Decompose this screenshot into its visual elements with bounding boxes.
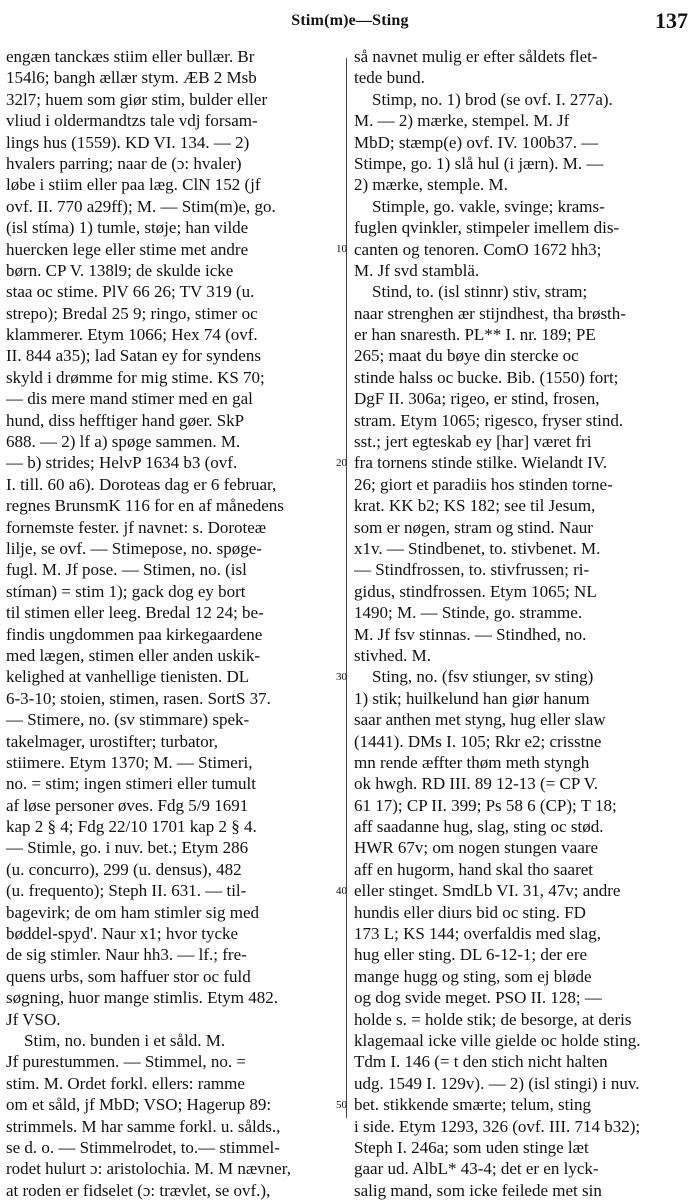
text-line: søgning, huor mange stimlis. Etym 482. [6, 988, 278, 1008]
text-line: Jf purestummen. — Stimmel, no. = [6, 1052, 247, 1072]
line-number: 10 [336, 243, 347, 255]
text-line: ok hwgh. RD III. 89 12-13 (= CP V. [354, 774, 598, 794]
text-line: 61 17); CP II. 399; Ps 58 6 (CP); T 18; [354, 795, 617, 815]
text-line: løbe i stiim eller paa læg. ClN 152 (jf [6, 175, 261, 195]
text-line: findis ungdommen paa kirkegaardene [6, 624, 263, 644]
text-line: 32l7; huem som giør stim, bulder eller [6, 89, 268, 109]
text-line: Stimpe, go. 1) slå hul (i jærn). M. — [354, 153, 604, 173]
page-number: 137 [655, 8, 688, 33]
text-line: så navnet mulig er efter såldets flet- [354, 47, 598, 66]
text-line: 1) stik; huilkelund han giør hanum [354, 688, 590, 708]
text-line: børn. CP V. 138l9; de skulde icke [6, 260, 234, 280]
text-line: — Stimere, no. (sv stimmare) spek- [6, 710, 250, 730]
text-line: no. = stim; ingen stimeri eller tumult [6, 774, 256, 794]
text-line: se d. o. — Stimmelrodet, to.— stimmel- [6, 1137, 280, 1157]
text-line: — Stimle, go. i nuv. bet.; Etym 286 [6, 838, 249, 858]
page-header [0, 8, 700, 38]
text-line: (isl stíma) 1) tumle, støje; han vilde [6, 218, 249, 238]
text-line: kelighed at vanhellige tienisten. DL [6, 667, 250, 687]
text-line: stim. M. Ordet forkl. ellers: ramme [6, 1073, 245, 1093]
text-line: Steph I. 246a; som uden stinge læt [354, 1137, 589, 1157]
text-line: bet. stikkende smærte; telum, sting [354, 1095, 592, 1115]
text-line: Stim, no. bunden i et såld. M. [24, 1030, 226, 1050]
text-line: som er nøgen, stram og stind. Naur [354, 517, 593, 537]
text-line: canten og tenoren. ComO 1672 hh3; [354, 239, 602, 259]
text-line: mange hugg og sting, som ej bløde [354, 966, 592, 986]
text-line: Jf VSO. [6, 1009, 61, 1029]
text-line: med lægen, stimen eller anden uskik- [6, 645, 260, 665]
text-line: — dis mere mand stimer med en gal [6, 389, 253, 409]
text-line: (u. frequento); Steph II. 631. — til- [6, 881, 247, 901]
text-line: 173 L; KS 144; overfaldis med slag, [354, 924, 601, 944]
text-line: 154l6; bangh ællær stym. ÆB 2 Msb [6, 68, 257, 88]
text-line: eller stinget. SmdLb VI. 31, 47v; andre [354, 881, 621, 901]
text-line: gidus, stindfrossen. Etym 1065; NL [354, 581, 597, 601]
text-line: fugl. M. Jf pose. — Stimen, no. (isl [6, 560, 247, 580]
text-line: hund, diss hefftiger hand gøer. SkP [6, 410, 245, 430]
text-line: M. Jf svd stamblä. [354, 260, 480, 280]
text-line: rodet hulurt ɔ: aristolochia. M. M nævner, [6, 1159, 291, 1179]
text-line: — Stindfrossen, to. stivfrussen; ri- [354, 560, 590, 580]
right-column [354, 46, 694, 1201]
text-line: bøddel-spyd'. Naur x1; hvor tycke [6, 924, 239, 944]
text-line: i side. Etym 1293, 326 (ovf. III. 714 b32); [354, 1116, 641, 1136]
text-line: stíman) = stim 1); gack dog ey bort [6, 581, 246, 601]
text-line: 265; maat du bøye din stercke oc [354, 346, 579, 366]
text-line: — b) strides; HelvP 1634 b3 (ovf. [6, 453, 238, 473]
line-number: 20 [336, 457, 347, 469]
text-line: af løse personer øves. Fdg 5/9 1691 [6, 795, 249, 815]
text-line: tede bund. [354, 68, 425, 88]
text-line: klagemaal icke ville gielde oc holde sting. [354, 1030, 641, 1050]
text-line: M. — 2) mærke, stempel. M. Jf [354, 111, 570, 131]
text-line: stram. Etym 1065; rigesco, fryser stind. [354, 410, 624, 430]
text-line: DgF II. 306a; rigeo, er stind, frosen, [354, 389, 600, 409]
text-line: engæn tanckæs stiim eller bullær. Br [6, 47, 255, 66]
text-line: strimmels. M har samme forkl. u. sålds., [6, 1116, 281, 1136]
text-line: de sig stimler. Naur hh3. — lf.; fre- [6, 945, 247, 965]
text-line: til stimen eller leeg. Bredal 12 24; be- [6, 603, 264, 623]
text-line: Tdm I. 146 (= t den stich nicht halten [354, 1052, 608, 1072]
text-line: 6-3-10; stoien, stimen, rasen. SortS 37. [6, 688, 271, 708]
text-line: hug eller sting. DL 6-12-1; der ere [354, 945, 588, 965]
line-number: 40 [336, 885, 347, 897]
text-line: takelmager, urostifter; turbator, [6, 731, 219, 751]
text-line: M. Jf fsv stinnas. — Stindhed, no. [354, 624, 587, 644]
text-line: Sting, no. (fsv stiunger, sv sting) [372, 667, 594, 687]
column-rule [346, 58, 347, 1118]
text-line: HWR 67v; om nogen stungen vaare [354, 838, 599, 858]
text-line: at roden er fidselet (ɔ: trævlet, se ovf.), [6, 1180, 271, 1200]
text-line: kap 2 § 4; Fdg 22/10 1701 kap 2 § 4. [6, 817, 257, 837]
text-line: aff en hugorm, hand skal tho saaret [354, 859, 594, 879]
text-line: fuglen qvinkler, stimpeler imellem dis- [354, 218, 620, 238]
text-line: regnes BrunsmK 116 for en af månedens [6, 496, 284, 516]
text-line: vliud i oldermandtzs tale vdj forsam- [6, 111, 258, 131]
text-line: I. till. 60 a6). Doroteas dag er 6 februar, [6, 474, 277, 494]
text-line: strepo); Bredal 25 9; ringo, stimer oc [6, 303, 258, 323]
text-line: bagevirk; de om ham stimler sig med [6, 902, 260, 922]
left-column [6, 46, 336, 1201]
line-number: 30 [336, 671, 347, 683]
text-line: huercken lege eller stime met andre [6, 239, 249, 259]
text-line: stiimere. Etym 1370; M. — Stimeri, [6, 752, 253, 772]
text-line: quens urbs, som haffuer stor oc fuld [6, 966, 251, 986]
text-line: 1490; M. — Stinde, go. stramme. [354, 603, 583, 623]
text-line: staa oc stime. PlV 66 26; TV 319 (u. [6, 282, 255, 302]
text-line: klammerer. Etym 1066; Hex 74 (ovf. [6, 325, 258, 345]
text-line: Stimp, no. 1) brod (se ovf. I. 277a). [372, 89, 613, 109]
text-line: 26; giort et paradiis hos stinden torne- [354, 474, 613, 494]
text-line: (u. concurro), 299 (u. densus), 482 [6, 859, 242, 879]
text-line: fra tornens stinde stilke. Wielandt IV. [354, 453, 608, 473]
running-head: Stim(m)e—Sting [291, 12, 409, 29]
text-line: udg. 1549 I. 129v). — 2) (isl stingi) i nuv. [354, 1073, 640, 1093]
text-line: salig mand, som icke feilede met sin [354, 1180, 602, 1200]
text-line: hundis eller diurs bid oc sting. FD [354, 902, 586, 922]
text-line: II. 844 a35); lad Satan ey for syndens [6, 346, 261, 366]
text-line: 2) mærke, stemple. M. [354, 175, 508, 195]
text-line: stivhed. M. [354, 645, 431, 665]
text-line: (1441). DMs I. 105; Rkr e2; crisstne [354, 731, 602, 751]
text-line: sst.; jert egteskab ey [har] været fri [354, 432, 592, 452]
text-line: om et såld, jf MbD; VSO; Hagerup 89: [6, 1095, 272, 1115]
text-line: Stimple, go. vakle, svinge; krams- [372, 196, 605, 216]
text-line: fornemste fester. jf navnet: s. Doroteæ [6, 517, 267, 537]
text-line: 688. — 2) lf a) spøge sammen. M. [6, 432, 241, 452]
text-line: krat. KK b2; KS 182; see til Jesum, [354, 496, 596, 516]
text-line: er han snaresth. PL** I. nr. 189; PE [354, 325, 596, 345]
text-line: ovf. II. 770 a29ff); M. — Stim(m)e, go. [6, 196, 276, 216]
text-line: lilje, se ovf. — Stimepose, no. spøge- [6, 538, 262, 558]
text-line: mn rende æffter thøm meth styngh [354, 752, 590, 772]
text-line: skyld i drømme for mig stime. KS 70; [6, 367, 265, 387]
text-line: stinde halss oc bucke. Bib. (1550) fort; [354, 367, 619, 387]
text-line: lings hus (1559). KD VI. 134. — 2) [6, 132, 250, 152]
text-line: MbD; stæmp(e) ovf. IV. 100b37. — [354, 132, 599, 152]
text-line: naar strenghen ær stijndhest, tha brøsth- [354, 303, 626, 323]
text-line: hvalers parring; naar de (ɔ: hvaler) [6, 153, 242, 173]
text-line: aff saadanne hug, slag, sting oc stød. [354, 817, 604, 837]
text-line: Stind, to. (isl stinnr) stiv, stram; [372, 282, 588, 302]
text-line: og dog svide meget. PSO II. 128; — [354, 988, 602, 1008]
text-line: x1v. — Stindbenet, to. stivbenet. M. [354, 538, 601, 558]
text-line: holde s. = holde stik; de besorge, at deris [354, 1009, 632, 1029]
text-line: gaar ud. AlbL* 43-4; det er en lyck- [354, 1159, 599, 1179]
line-number: 50 [336, 1099, 347, 1111]
text-line: saar anthen met styng, hug eller slaw [354, 710, 606, 730]
